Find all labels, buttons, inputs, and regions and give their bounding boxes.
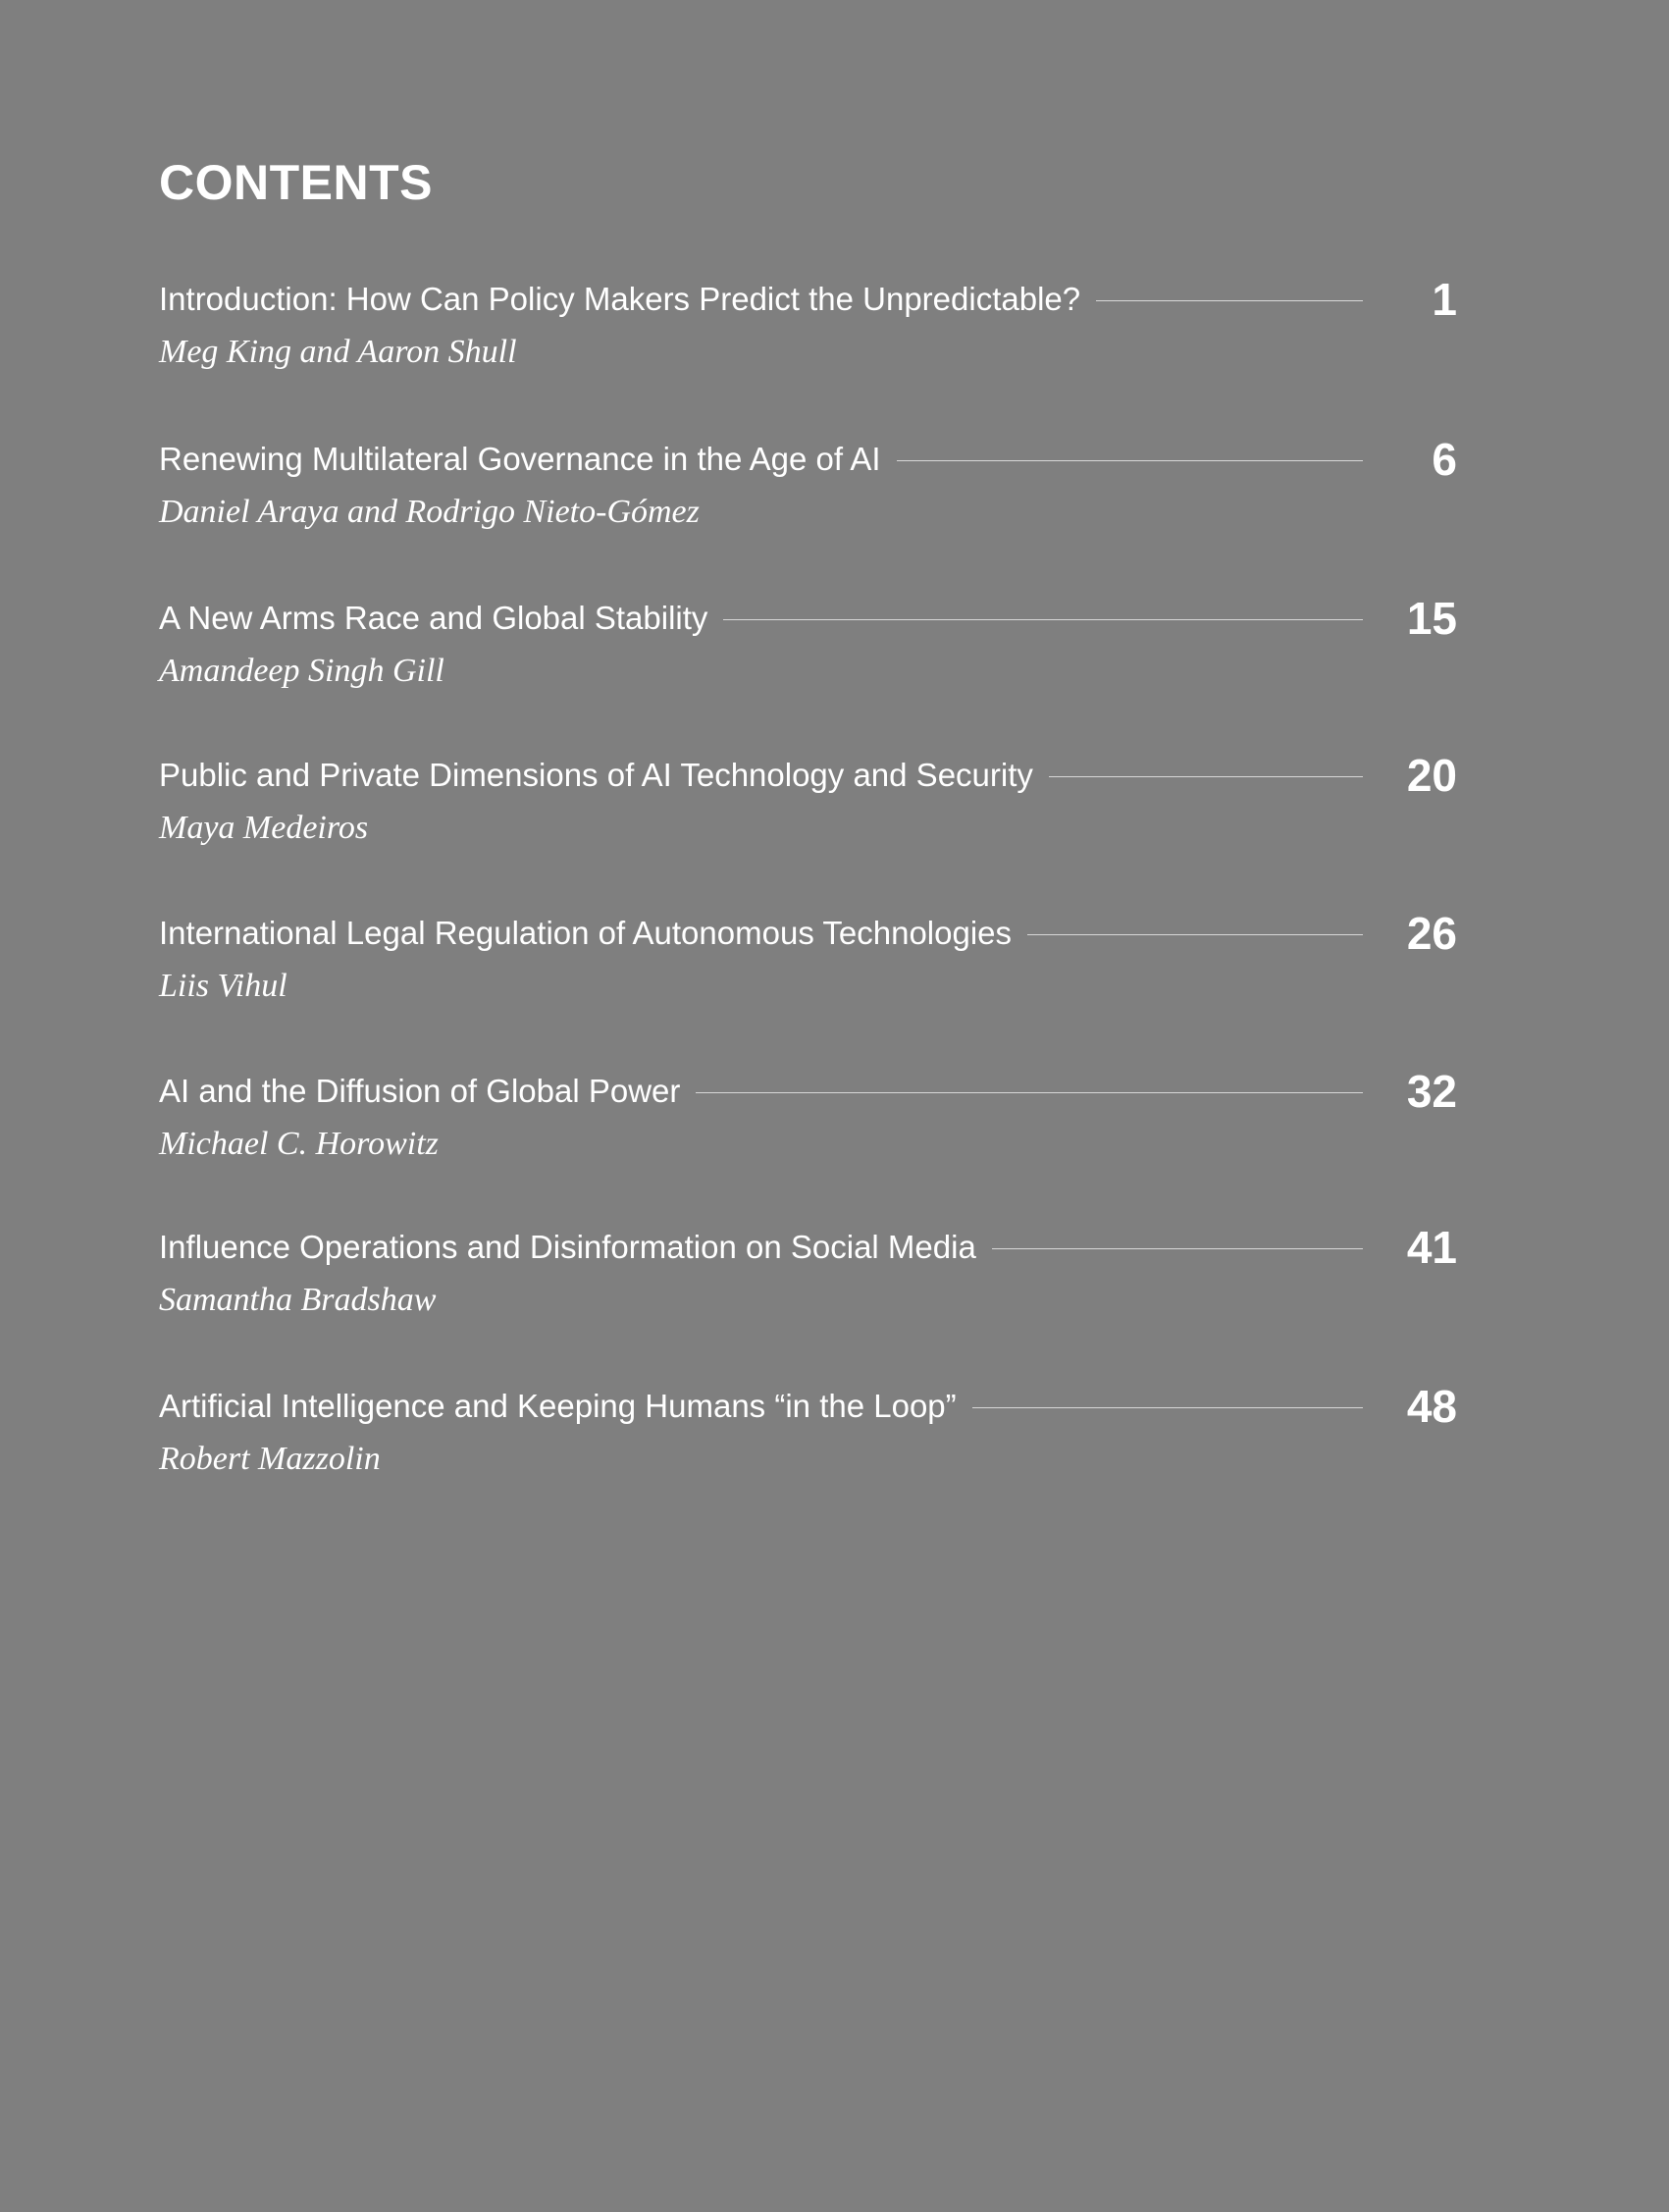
- toc-entry-author: Liis Vihul: [159, 968, 287, 1004]
- toc-leader-line: [1027, 934, 1363, 935]
- toc-leader-line: [897, 460, 1363, 461]
- toc-leader-line: [696, 1092, 1363, 1093]
- toc-entry-author: Samantha Bradshaw: [159, 1282, 437, 1318]
- toc-entry-title-row: [159, 751, 1457, 800]
- toc-leader-line: [972, 1407, 1363, 1408]
- toc-leader-line: [723, 619, 1363, 620]
- toc-entry[interactable]: [159, 275, 1457, 383]
- toc-entry-title-row: [159, 1223, 1457, 1272]
- toc-page-number[interactable]: 15: [1406, 593, 1457, 644]
- toc-entry-title[interactable]: Artificial Intelligence and Keeping Humans “in the Loop”: [159, 1388, 957, 1424]
- toc-page-number[interactable]: 6: [1432, 434, 1457, 485]
- toc-entry-title-row: [159, 909, 1457, 958]
- toc-page-number[interactable]: 32: [1406, 1066, 1457, 1117]
- toc-page-number[interactable]: 48: [1406, 1381, 1457, 1432]
- toc-entry[interactable]: [159, 1067, 1457, 1175]
- toc-entry[interactable]: [159, 909, 1457, 1017]
- toc-entry[interactable]: [159, 1382, 1457, 1490]
- toc-entry[interactable]: [159, 1223, 1457, 1331]
- toc-entry-author: Maya Medeiros: [159, 810, 369, 846]
- toc-entry-title[interactable]: Renewing Multilateral Governance in the Age of AI: [159, 441, 881, 477]
- contents-heading: CONTENTS: [159, 155, 433, 210]
- toc-entry[interactable]: [159, 435, 1457, 543]
- toc-page-number[interactable]: 20: [1406, 750, 1457, 801]
- toc-entry-title-row: [159, 435, 1457, 484]
- toc-entry-author: Amandeep Singh Gill: [159, 653, 444, 689]
- toc-entry-author: Daniel Araya and Rodrigo Nieto-Gómez: [159, 494, 700, 530]
- toc-entry-author: Michael C. Horowitz: [159, 1126, 439, 1162]
- toc-entry-title[interactable]: International Legal Regulation of Autonomous Technologies: [159, 915, 1013, 951]
- toc-entry-title-row: [159, 275, 1457, 324]
- toc-page-number[interactable]: 26: [1406, 908, 1457, 959]
- toc-leader-line: [992, 1248, 1363, 1249]
- toc-entry-author: Robert Mazzolin: [159, 1441, 381, 1477]
- toc-entry-title-row: [159, 594, 1457, 643]
- toc-page-number[interactable]: 41: [1406, 1222, 1457, 1273]
- toc-entry[interactable]: [159, 594, 1457, 702]
- contents-page: [159, 0, 1457, 2212]
- toc-entry-title[interactable]: A New Arms Race and Global Stability: [159, 600, 708, 636]
- toc-entry-title[interactable]: Introduction: How Can Policy Makers Predict the Unpredictable?: [159, 281, 1081, 317]
- toc-entry-title[interactable]: Influence Operations and Disinformation on Social Media: [159, 1229, 976, 1265]
- toc-entry-title-row: [159, 1382, 1457, 1431]
- toc-leader-line: [1049, 776, 1363, 777]
- toc-leader-line: [1096, 300, 1363, 301]
- toc-entry-author: Meg King and Aaron Shull: [159, 334, 517, 370]
- toc-entry-title[interactable]: AI and the Diffusion of Global Power: [159, 1073, 681, 1109]
- toc-entry-title[interactable]: Public and Private Dimensions of AI Technology and Security: [159, 757, 1033, 793]
- toc-entry[interactable]: [159, 751, 1457, 859]
- toc-page-number[interactable]: 1: [1432, 274, 1457, 325]
- toc-entry-title-row: [159, 1067, 1457, 1116]
